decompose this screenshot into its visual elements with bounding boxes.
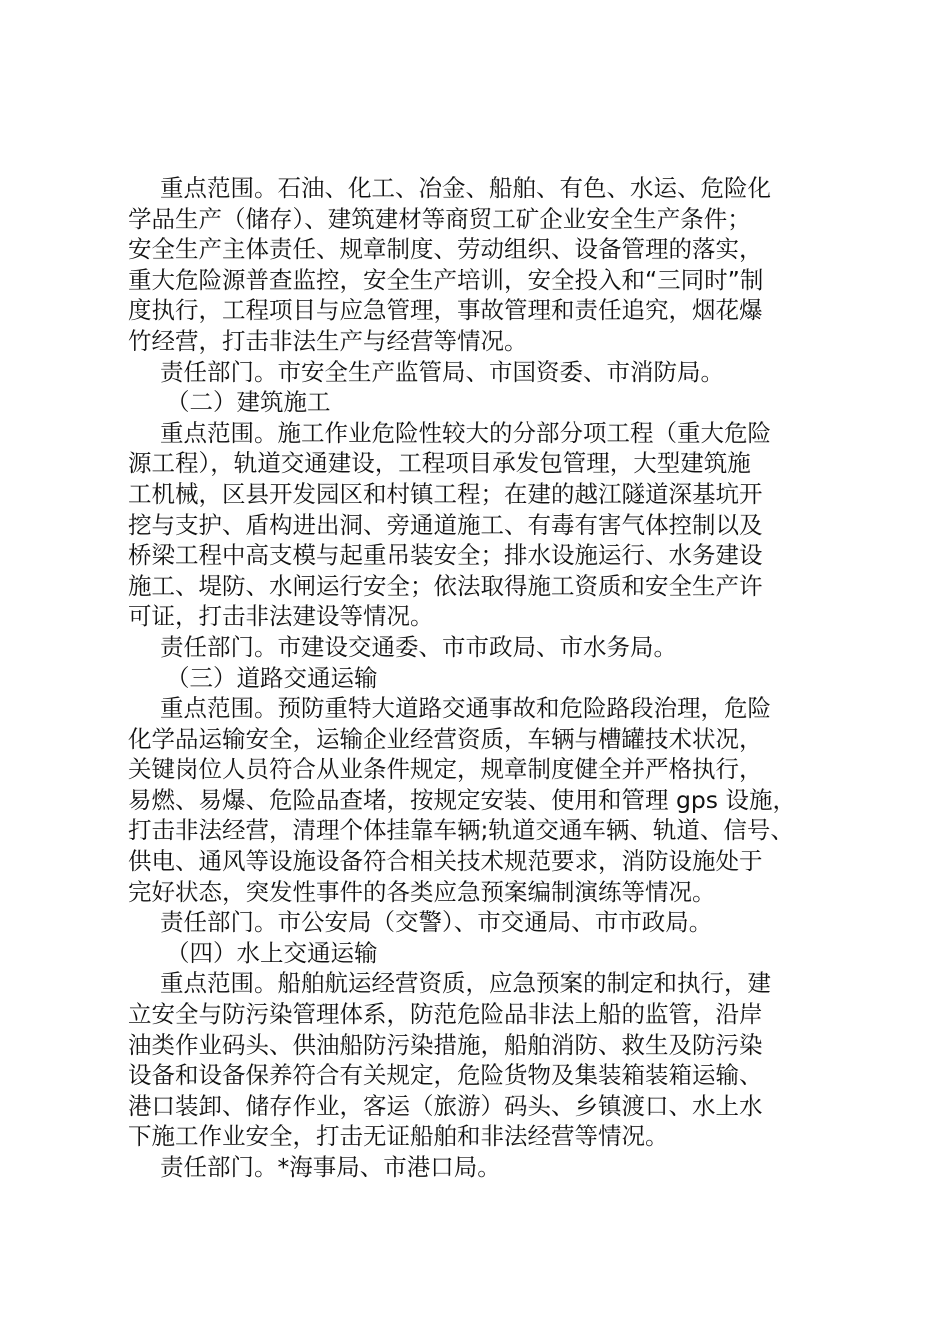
section4-scope-line: 立安全与防污染管理体系，防范危险品非法上船的监管，沿岸	[128, 1000, 763, 1029]
section1-scope-line: 度执行，工程项目与应急管理，事故管理和责任追究，烟花爆	[128, 296, 763, 325]
section4-scope-line: 下施工作业安全，打击无证船舶和非法经营等情况。	[128, 1122, 669, 1151]
section3-scope-line: 重点范围。预防重特大道路交通事故和危险路段治理，危险	[160, 694, 771, 723]
section2-scope-line: 工机械，区县开发园区和村镇工程；在建的越江隧道深基坑开	[128, 479, 763, 508]
section2-scope-line: 源工程），轨道交通建设，工程项目承发包管理，大型建筑施	[128, 449, 751, 478]
section1-scope-line: 学品生产（储存）、建筑建材等商贸工矿企业安全生产条件；	[128, 204, 751, 233]
section4-responsibility: 责任部门。*海事局、市港口局。	[160, 1153, 501, 1181]
section3-responsibility: 责任部门。市公安局（交警）、市交通局、市市政局。	[160, 908, 713, 937]
section4-scope-line: 港口装卸、储存作业，客运（旅游）码头、乡镇渡口、水上水	[128, 1091, 763, 1120]
section1-responsibility: 责任部门。市安全生产监管局、市国资委、市消防局。	[160, 357, 724, 386]
section2-responsibility: 责任部门。市建设交通委、市市政局、市水务局。	[160, 632, 677, 661]
section2-scope-line: 可证，打击非法建设等情况。	[128, 602, 434, 631]
section2-scope-line: 挖与支护、盾构进出洞、旁通道施工、有毒有害气体控制以及	[128, 510, 763, 539]
section2-heading: （二）建筑施工	[166, 388, 331, 417]
section1-scope-line: 重大危险源普查监控，安全生产培训，安全投入和“三同时”制	[128, 265, 764, 294]
section3-scope-line: 关键岗位人员符合从业条件规定，规章制度健全并严格执行，	[128, 755, 763, 784]
section3-scope-line: 化学品运输安全，运输企业经营资质，车辆与槽罐技术状况，	[128, 724, 763, 753]
section3-scope-line: 易燃、易爆、危险品查堵，按规定安装、使用和管理 gps 设施，	[128, 785, 797, 814]
section1-scope-line: 安全生产主体责任、规章制度、劳动组织、设备管理的落实，	[128, 235, 763, 264]
section4-heading: （四）水上交通运输	[166, 938, 378, 967]
section4-scope-line: 重点范围。船舶航运经营资质，应急预案的制定和执行，建	[160, 969, 771, 998]
section3-scope-line: 供电、通风等设施设备符合相关技术规范要求，消防设施处于	[128, 847, 763, 876]
section2-scope-line: 重点范围。施工作业危险性较大的分部分项工程（重大危险	[160, 418, 771, 447]
section2-scope-line: 桥梁工程中高支模与起重吊装安全；排水设施运行、水务建设	[128, 541, 763, 570]
section3-scope-line: 完好状态，突发性事件的各类应急预案编制演练等情况。	[128, 877, 716, 906]
section4-scope-line: 油类作业码头、供油船防污染措施，船舶消防、救生及防污染	[128, 1030, 763, 1059]
section3-scope-line: 打击非法经营，清理个体挂靠车辆;轨道交通车辆、轨道、信号、	[128, 816, 794, 845]
section3-heading: （三）道路交通运输	[166, 663, 378, 692]
section4-scope-line: 设备和设备保养符合有关规定，危险货物及集装箱装箱运输、	[128, 1061, 763, 1090]
section1-scope-line: 竹经营，打击非法生产与经营等情况。	[128, 326, 528, 355]
section2-scope-line: 施工、堤防、水闸运行安全；依法取得施工资质和安全生产许	[128, 571, 763, 600]
section1-scope-line: 重点范围。石油、化工、冶金、船舶、有色、水运、危险化	[160, 174, 771, 202]
document-page	[128, 173, 844, 1183]
